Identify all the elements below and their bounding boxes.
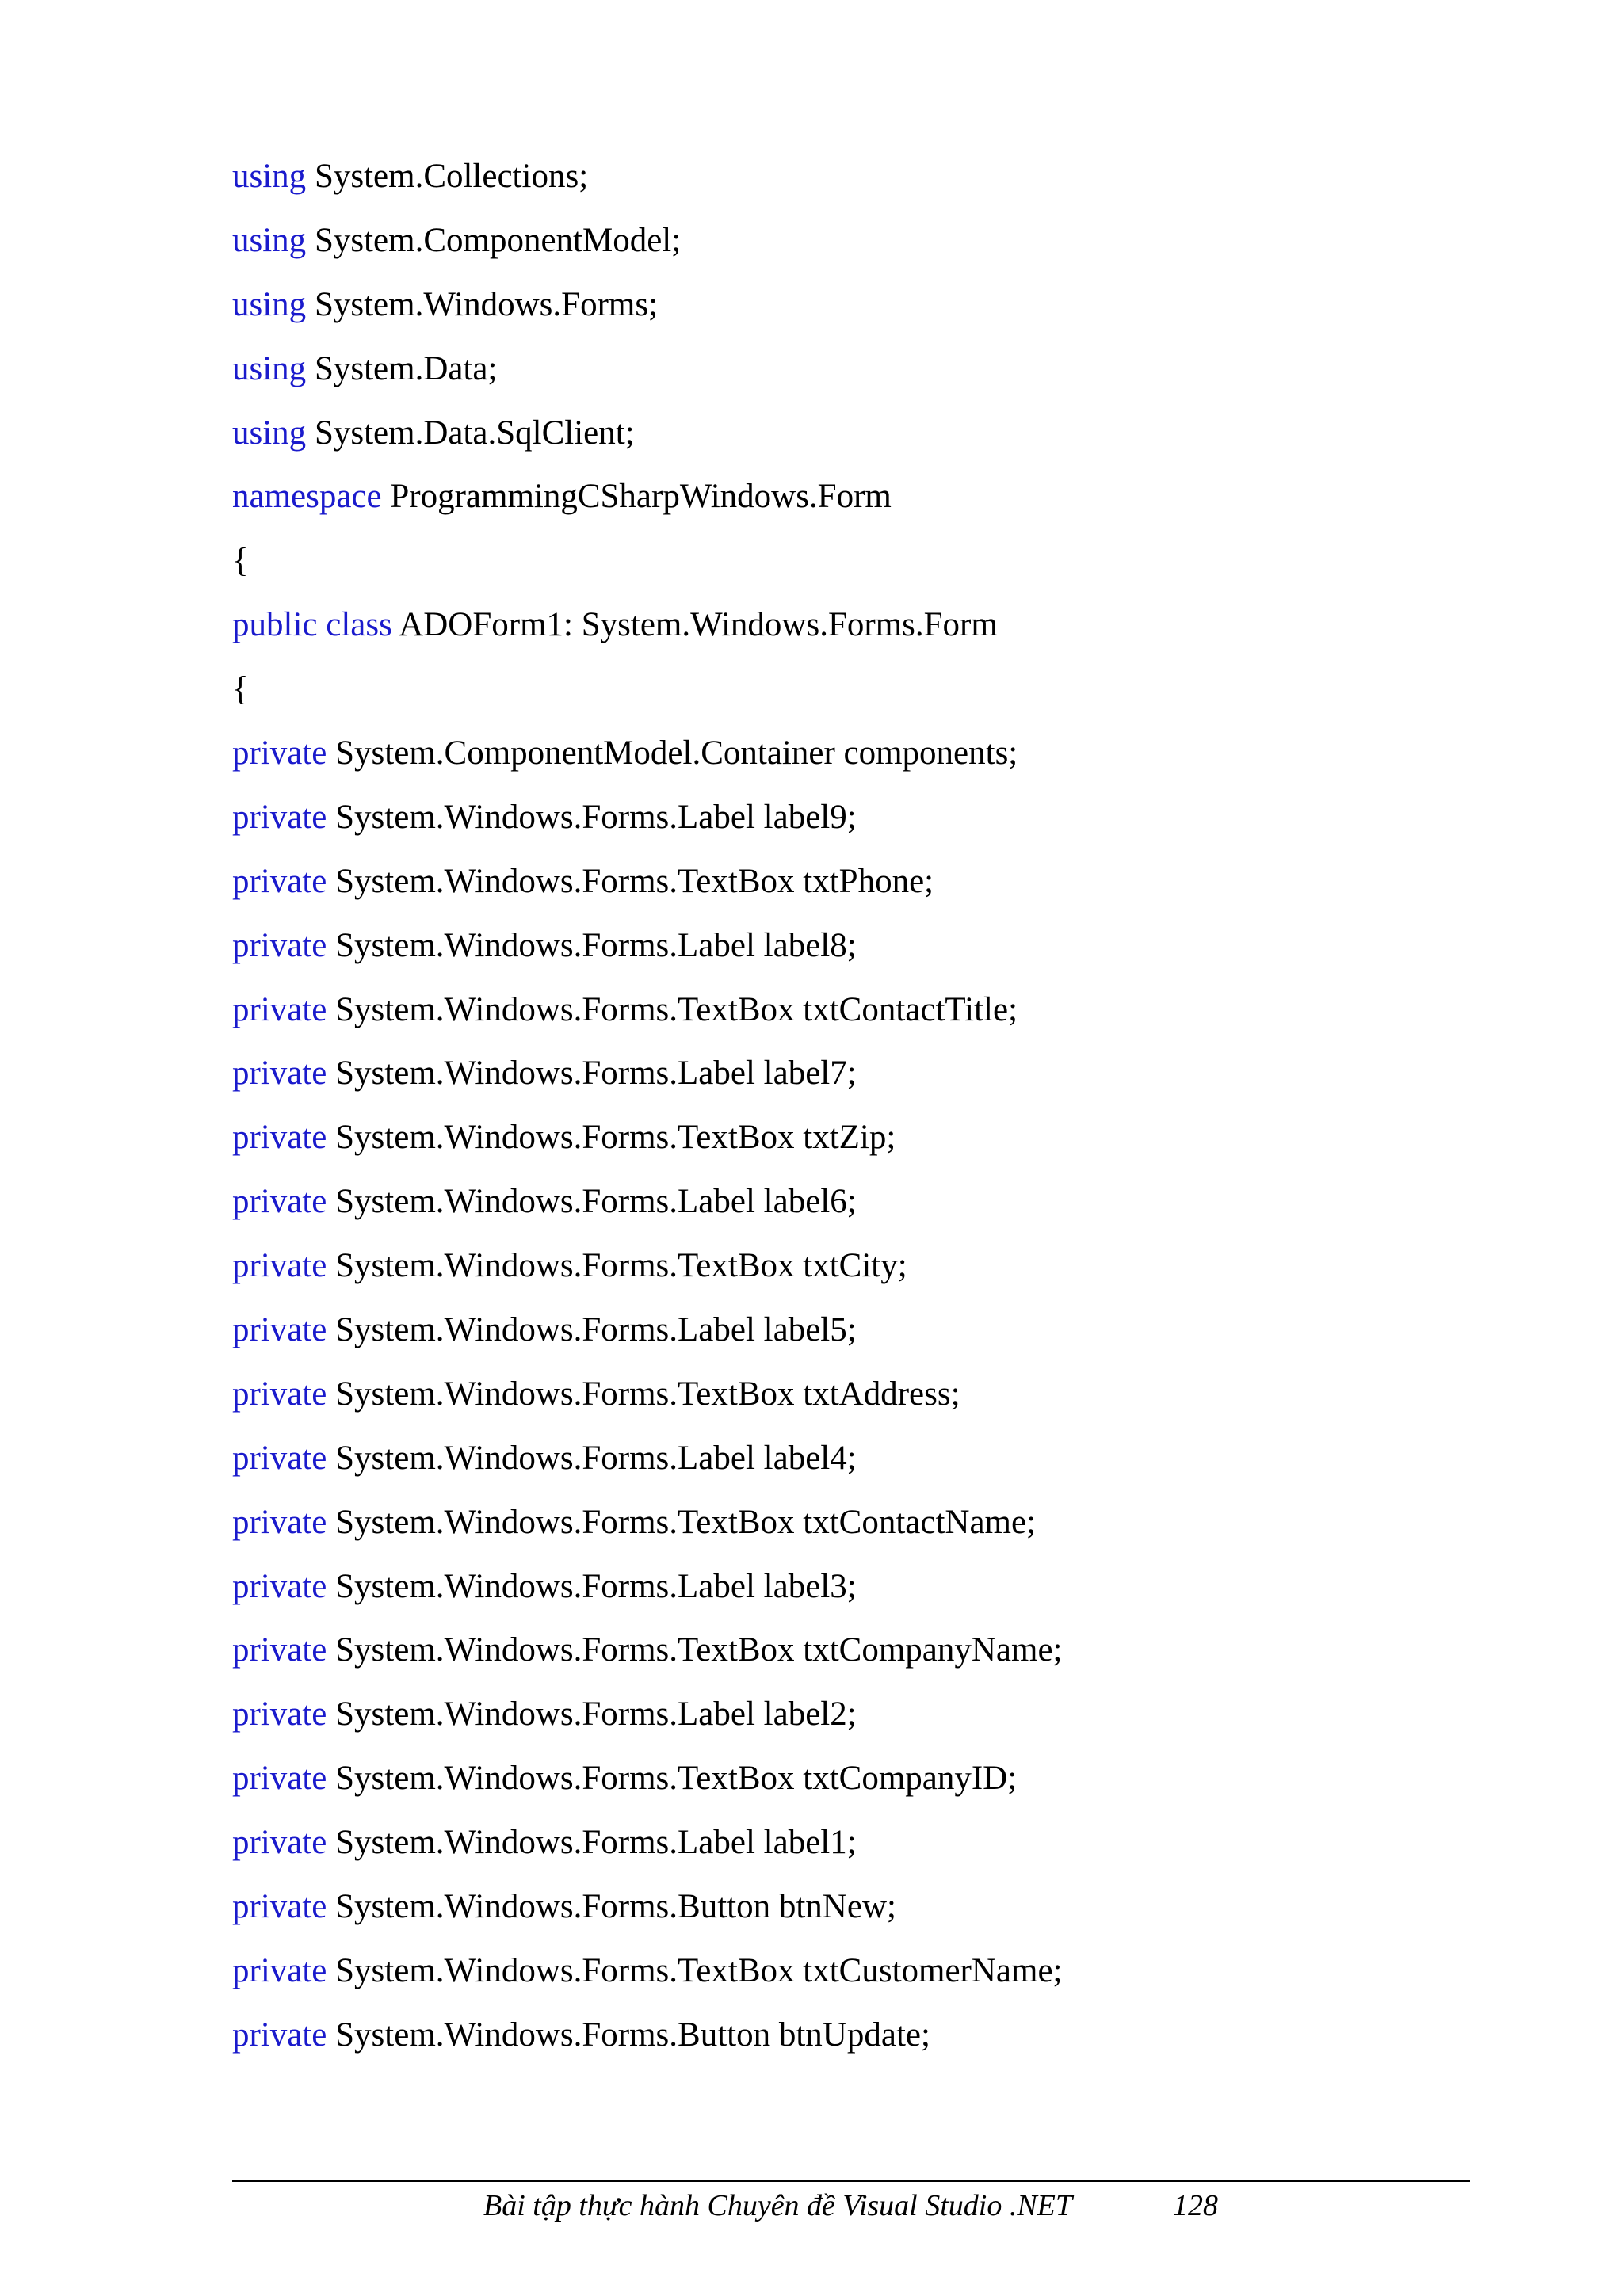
code-keyword: using (232, 285, 307, 323)
code-keyword: using (232, 414, 307, 452)
code-line (232, 730, 1500, 795)
code-line (232, 1051, 1500, 1115)
footer-divider (232, 2180, 1470, 2182)
code-line (232, 1115, 1500, 1179)
code-text: System.Windows.Forms; (306, 285, 659, 323)
code-line (232, 1307, 1500, 1371)
code-keyword: private (232, 1951, 327, 1989)
code-text: System.Windows.Forms.TextBox txtCompanyName; (327, 1631, 1063, 1669)
code-text: System.Windows.Forms.TextBox txtCity; (327, 1247, 907, 1285)
code-text: System.Windows.Forms.TextBox txtContactTitle; (327, 990, 1018, 1028)
code-text: System.Windows.Forms.Label label5; (327, 1311, 857, 1349)
code-keyword: using (232, 221, 307, 259)
code-text: System.Windows.Forms.Label label1; (327, 1824, 857, 1862)
code-line (232, 1564, 1500, 1628)
code-keyword: private (232, 862, 327, 900)
code-line (232, 1179, 1500, 1243)
code-text: System.Windows.Forms.Button btnUpdate; (327, 2016, 930, 2054)
code-line (232, 1820, 1500, 1884)
code-text: System.Windows.Forms.TextBox txtCompanyID; (327, 1760, 1018, 1798)
code-keyword: private (232, 1695, 327, 1733)
code-keyword: private (232, 1375, 327, 1413)
code-keyword: private (232, 1311, 327, 1349)
code-line (232, 795, 1500, 859)
code-keyword: private (232, 990, 327, 1028)
code-line (232, 1500, 1500, 1564)
code-keyword: private (232, 1567, 327, 1605)
code-line (232, 1627, 1500, 1691)
code-line (232, 923, 1500, 987)
code-text: System.Windows.Forms.TextBox txtZip; (327, 1119, 896, 1157)
code-listing (232, 154, 1500, 2077)
code-text: System.Windows.Forms.Label label9; (327, 798, 857, 836)
page-number: 128 (1173, 2189, 1218, 2222)
code-line (232, 987, 1500, 1051)
code-text: ProgrammingCSharpWindows.Form (381, 478, 892, 516)
code-keyword: private (232, 798, 327, 836)
code-keyword: private (232, 1888, 327, 1926)
code-line (232, 1371, 1500, 1436)
code-line (232, 602, 1500, 666)
code-line (232, 2012, 1500, 2077)
code-line (232, 410, 1500, 475)
code-keyword: private (232, 1055, 327, 1093)
code-text: System.Windows.Forms.Label label8; (327, 926, 857, 964)
code-keyword: private (232, 1439, 327, 1477)
code-text: System.Data; (306, 349, 498, 387)
code-line (232, 1756, 1500, 1820)
code-keyword: private (232, 1760, 327, 1798)
footer-title: Bài tập thực hành Chuyên đề Visual Studio .NET (483, 2189, 1073, 2222)
code-line (232, 1243, 1500, 1307)
code-keyword: private (232, 1503, 327, 1541)
code-keyword: private (232, 926, 327, 964)
code-keyword: using (232, 349, 307, 387)
code-text: System.Windows.Forms.Label label4; (327, 1439, 857, 1477)
code-keyword: private (232, 1247, 327, 1285)
code-line (232, 538, 1500, 602)
code-line (232, 666, 1500, 730)
code-text: System.Windows.Forms.Label label2; (327, 1695, 857, 1733)
code-text: { (232, 542, 249, 580)
code-text: System.Windows.Forms.Button btnNew; (327, 1888, 896, 1926)
code-text: System.Windows.Forms.Label label7; (327, 1055, 857, 1093)
code-line (232, 154, 1500, 218)
code-keyword: private (232, 1119, 327, 1157)
code-line (232, 1948, 1500, 2012)
code-keyword: private (232, 1824, 327, 1862)
code-line (232, 1436, 1500, 1500)
code-text: System.Windows.Forms.TextBox txtPhone; (327, 862, 934, 900)
code-text: System.Data.SqlClient; (306, 414, 635, 452)
code-keyword: private (232, 734, 327, 772)
code-line (232, 1691, 1500, 1756)
code-keyword: public class (232, 606, 392, 644)
code-line (232, 474, 1500, 538)
code-keyword: private (232, 1183, 327, 1221)
code-line (232, 1884, 1500, 1948)
code-text: System.Windows.Forms.Label label3; (327, 1567, 857, 1605)
code-line (232, 282, 1500, 346)
code-keyword: namespace (232, 478, 382, 516)
code-text: ADOForm1: System.Windows.Forms.Form (391, 606, 998, 644)
code-text: System.Windows.Forms.TextBox txtContactName; (327, 1503, 1037, 1541)
code-text: System.Windows.Forms.TextBox txtCustomerName; (327, 1951, 1063, 1989)
code-keyword: private (232, 1631, 327, 1669)
code-keyword: private (232, 2016, 327, 2054)
code-text: { (232, 670, 249, 708)
code-line (232, 346, 1500, 410)
code-text: System.Windows.Forms.Label label6; (327, 1183, 857, 1221)
code-text: System.Windows.Forms.TextBox txtAddress; (327, 1375, 960, 1413)
code-line (232, 218, 1500, 282)
code-text: System.ComponentModel.Container components; (327, 734, 1018, 772)
code-text: System.Collections; (306, 158, 589, 195)
code-line (232, 859, 1500, 923)
code-text: System.ComponentModel; (306, 221, 682, 259)
code-keyword: using (232, 158, 307, 195)
